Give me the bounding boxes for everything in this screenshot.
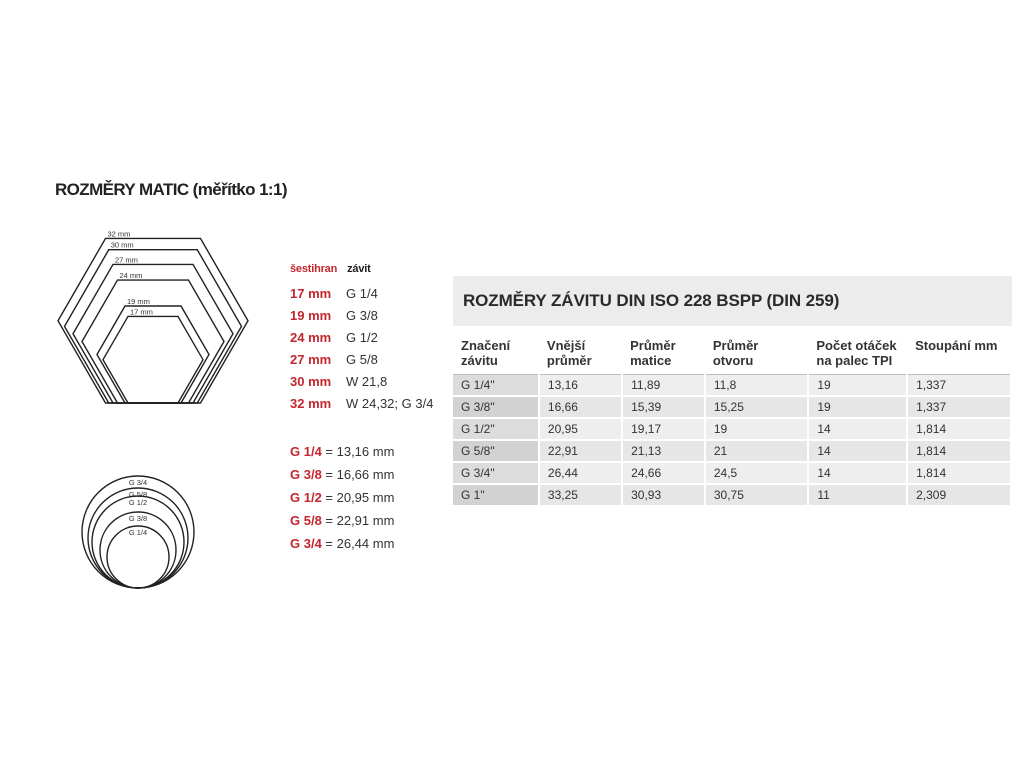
hexagon-outline <box>97 306 209 403</box>
table-row <box>453 462 1011 484</box>
thread-value: W 24,32; G 3/4 <box>346 396 434 411</box>
hexagon-size-diagram <box>50 222 260 412</box>
thread-diameter-value: = 22,91 mm <box>321 513 395 528</box>
table-column-header: Stoupání mm <box>907 334 1011 375</box>
legend-row <box>290 286 378 301</box>
table-cell: G 1" <box>453 484 539 506</box>
section-title: ROZMĚRY MATIC (měřítko 1:1) <box>55 180 287 199</box>
thread-circle <box>100 512 176 588</box>
table-row <box>453 375 1011 397</box>
thread-diameter-value: = 26,44 mm <box>321 536 395 551</box>
table-row <box>453 418 1011 440</box>
thread-diameter-row <box>290 536 394 551</box>
legend-row <box>290 330 378 345</box>
thread-diameter-value: = 13,16 mm <box>321 444 395 459</box>
table-body <box>453 375 1011 507</box>
table-cell: 21,13 <box>622 440 705 462</box>
legend-header-thread: závit <box>347 263 371 275</box>
table-cell: 24,66 <box>622 462 705 484</box>
thread-diameter-value: = 20,95 mm <box>321 490 395 505</box>
table-cell: 19 <box>808 375 907 397</box>
table-cell: 1,337 <box>907 396 1011 418</box>
thread-circle-diagram <box>75 436 200 596</box>
hex-size-value: 27 mm <box>290 352 332 367</box>
thread-diameter-row <box>290 490 394 505</box>
thread-name: G 3/8 <box>290 467 322 482</box>
table-title: ROZMĚRY ZÁVITU DIN ISO 228 BSPP (DIN 259) <box>453 276 1012 326</box>
table-cell: 20,95 <box>539 418 622 440</box>
table-cell: 22,91 <box>539 440 622 462</box>
table-cell: 19 <box>808 396 907 418</box>
table-cell: 14 <box>808 462 907 484</box>
thread-diameter-value: = 16,66 mm <box>321 467 395 482</box>
thread-circle <box>92 496 184 588</box>
table-cell: 13,16 <box>539 375 622 397</box>
thread-circle-label: G 1/2 <box>128 498 148 507</box>
table-cell: 15,25 <box>705 396 809 418</box>
thread-diameter-row <box>290 467 394 482</box>
table-cell: 11,89 <box>622 375 705 397</box>
thread-name: G 5/8 <box>290 513 322 528</box>
hex-size-label: 19 mm <box>127 297 150 307</box>
hex-size-value: 24 mm <box>290 330 332 345</box>
thread-dimension-table-panel <box>453 276 1012 507</box>
thread-name: G 1/4 <box>290 444 322 459</box>
table-cell: 33,25 <box>539 484 622 506</box>
thread-diameter-row <box>290 513 394 528</box>
thread-circle-label: G 5/8 <box>128 490 148 499</box>
hex-size-value: 32 mm <box>290 396 332 411</box>
hex-size-label: 32 mm <box>107 229 131 239</box>
table-cell: 24,5 <box>705 462 809 484</box>
table-cell: 1,814 <box>907 418 1011 440</box>
table-cell: 1,814 <box>907 462 1011 484</box>
table-cell: G 5/8" <box>453 440 539 462</box>
table-cell: 14 <box>808 418 907 440</box>
legend-header-hex: šestihran <box>290 263 338 275</box>
legend-header <box>290 263 371 275</box>
hex-size-label: 27 mm <box>115 255 138 265</box>
hex-size-label: 24 mm <box>119 271 143 281</box>
table-cell: 11,8 <box>705 375 809 397</box>
hexagon-outline <box>82 280 224 403</box>
thread-value: W 21,8 <box>346 374 388 389</box>
table-cell: 30,75 <box>705 484 809 506</box>
table-cell: 1,814 <box>907 440 1011 462</box>
thread-value: G 1/4 <box>346 286 378 301</box>
table-cell: G 1/2" <box>453 418 539 440</box>
table-column-header: Vnější průměr <box>539 334 622 375</box>
table-cell: G 1/4" <box>453 375 539 397</box>
table-row <box>453 396 1011 418</box>
table-cell: G 3/8" <box>453 396 539 418</box>
table-cell: 15,39 <box>622 396 705 418</box>
thread-name: G 3/4 <box>290 536 322 551</box>
table-cell: 26,44 <box>539 462 622 484</box>
table-cell: 16,66 <box>539 396 622 418</box>
legend-row <box>290 308 378 323</box>
thread-name: G 1/2 <box>290 490 322 505</box>
table-cell: 30,93 <box>622 484 705 506</box>
table-column-header: Počet otáček na palec TPI <box>808 334 907 375</box>
thread-circle-label: G 3/8 <box>128 514 148 523</box>
table-row <box>453 440 1011 462</box>
table-column-header: Průměr matice <box>622 334 705 375</box>
table-header-row <box>453 334 1011 375</box>
table-cell: 11 <box>808 484 907 506</box>
table-cell: G 3/4" <box>453 462 539 484</box>
thread-dimension-table <box>453 334 1012 507</box>
legend-row <box>290 374 387 389</box>
thread-diameter-row <box>290 444 394 459</box>
table-cell: 19,17 <box>622 418 705 440</box>
thread-circle-label: G 1/4 <box>128 528 148 537</box>
table-cell: 2,309 <box>907 484 1011 506</box>
table-column-header: Značení závitu <box>453 334 539 375</box>
table-cell: 14 <box>808 440 907 462</box>
table-cell: 1,337 <box>907 375 1011 397</box>
legend-row <box>290 396 433 411</box>
table-cell: 21 <box>705 440 809 462</box>
hex-size-value: 30 mm <box>290 374 332 389</box>
table-row <box>453 484 1011 506</box>
hex-size-label: 17 mm <box>130 307 153 317</box>
thread-value: G 3/8 <box>346 308 378 323</box>
thread-value: G 5/8 <box>346 352 378 367</box>
table-cell: 19 <box>705 418 809 440</box>
hex-size-value: 19 mm <box>290 308 332 323</box>
table-column-header: Průměr otvoru <box>705 334 809 375</box>
thread-circle-label: G 3/4 <box>128 478 148 487</box>
thread-value: G 1/2 <box>346 330 378 345</box>
hex-size-value: 17 mm <box>290 286 332 301</box>
hexagon-outline <box>58 238 248 403</box>
legend-row <box>290 352 378 367</box>
hex-size-label: 30 mm <box>110 240 134 250</box>
